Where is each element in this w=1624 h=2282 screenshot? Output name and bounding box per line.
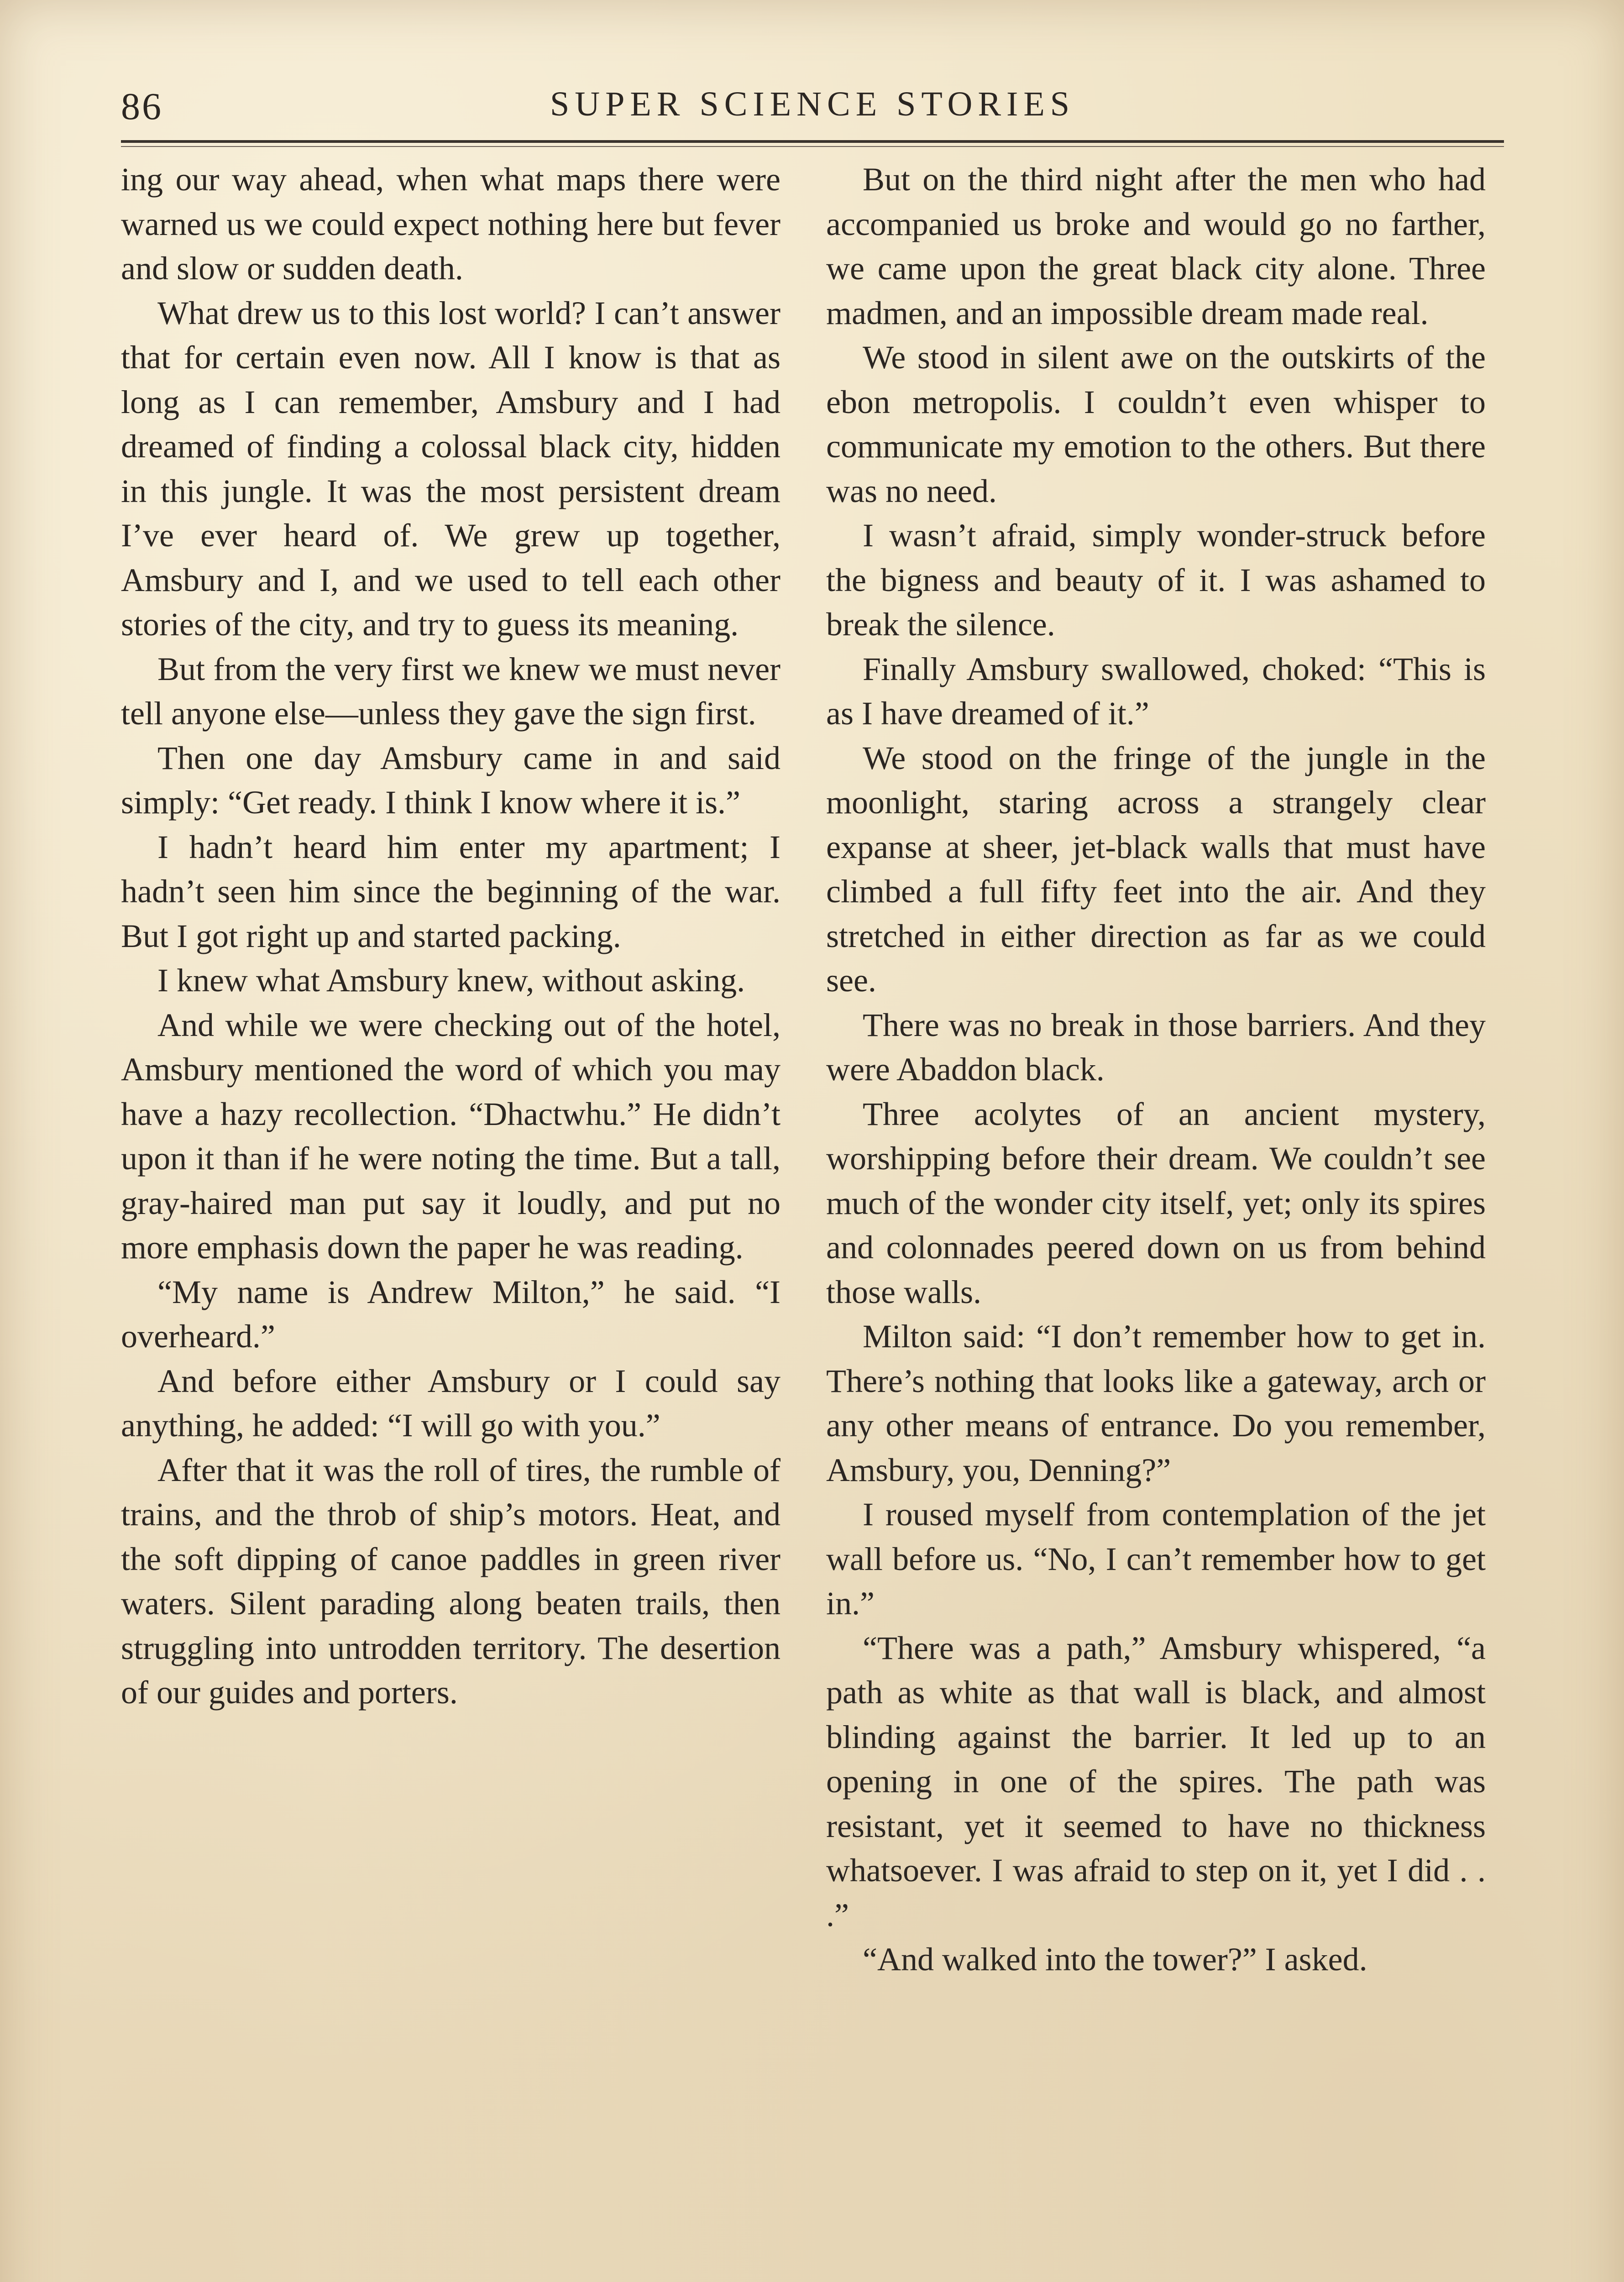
paragraph: We stood on the fringe of the jungle in the moonlight, staring across a strangely clear expanse at sheer, jet-black walls that must have climbed a full fifty feet into the air. And they stretched in either direction as far as we could see. xyxy=(826,739,1486,999)
header-rule-thin xyxy=(121,146,1504,147)
paragraph: And before either Amsbury or I could say anything, he added: “I will go with you.” xyxy=(121,1362,781,1444)
paragraph: There was no break in those barriers. And they were Abaddon black. xyxy=(826,1006,1486,1088)
paragraph: Milton said: “I don’t remember how to get in. There’s nothing that looks like a gateway, arch or any other means of entrance. Do you remember, Amsbury, you, Denning?” xyxy=(826,1318,1486,1488)
paragraph: What drew us to this lost world? I can’t answer that for certain even now. All I know is that as long as I can remember, Amsbury and I had dreamed of finding a colossal black city, hidden in this jungle. It was the most persistent dream I’ve ever heard of. We grew up together, Amsbury and I, and we used to tell each other stories of the city, and try to guess its meaning. xyxy=(121,294,781,643)
header-rule xyxy=(121,140,1504,143)
paragraph: After that it was the roll of tires, the rumble of trains, and the throb of ship’s motors. Heat, and the soft dipping of canoe paddles in green river waters. Silent parading along beaten trails, then struggling into untrodden territory. The desertion of our guides and porters. xyxy=(121,1451,781,1711)
paragraph: ing our way ahead, when what maps there were warned us we could expect nothing here but fever and slow or sudden death. xyxy=(121,161,781,287)
paragraph: I wasn’t afraid, simply wonder-struck before the bigness and beauty of it. I was ashamed to break the silence. xyxy=(826,517,1486,643)
paragraph: We stood in silent awe on the outskirts of the ebon metropolis. I couldn’t even whisper to communicate my emotion to the others. But there was no need. xyxy=(826,339,1486,509)
paragraph: I hadn’t heard him enter my apartment; I hadn’t seen him since the beginning of the war. But I got right up and started packing. xyxy=(121,828,781,954)
paragraph: But on the third night after the men who had accompanied us broke and would go no farther, we came upon the great black city alone. Three madmen, and an impossible dream made real. xyxy=(826,161,1486,331)
page-header xyxy=(121,84,1504,139)
paragraph: “And walked into the tower?” I asked. xyxy=(863,1941,1367,1978)
paragraph: “There was a path,” Amsbury whispered, “a path as white as that wall is black, and almost blinding against the barrier. It led up to an opening in one of the spires. The path was resistant, yet it seemed to have no thickness whatsoever. I was afraid to step on it, yet I did . . .” xyxy=(826,1629,1486,1933)
paragraph: And while we were checking out of the hotel, Amsbury mentioned the word of which you may have a hazy recollection. “Dhactwhu.” He didn’t upon it than if he were noting the time. But a tall, gray-haired man put say it loudly, and put no more emphasis down the paper he was reading. xyxy=(121,1006,781,1266)
paragraph: But from the very first we knew we must never tell anyone else—unless they gave the sign first. xyxy=(121,650,781,732)
left-column xyxy=(121,157,781,1715)
paragraph: “My name is Andrew Milton,” he said. “I overheard.” xyxy=(121,1273,781,1355)
right-column xyxy=(826,157,1486,1982)
paragraph: I knew what Amsbury knew, without asking. xyxy=(157,962,745,999)
paragraph: I roused myself from contemplation of the jet wall before us. “No, I can’t remember how to get in.” xyxy=(826,1496,1486,1622)
paragraph: Finally Amsbury swallowed, choked: “This is as I have dreamed of it.” xyxy=(826,650,1486,732)
paragraph: Then one day Amsbury came in and said simply: “Get ready. I think I know where it is.” xyxy=(121,739,781,821)
running-title: SUPER SCIENCE STORIES xyxy=(550,85,1075,123)
paragraph: Three acolytes of an ancient mystery, worshipping before their dream. We couldn’t see much of the wonder city itself, yet; only its spires and colonnades peered down on us from behind those walls. xyxy=(826,1095,1486,1310)
page-number: 86 xyxy=(121,85,163,128)
